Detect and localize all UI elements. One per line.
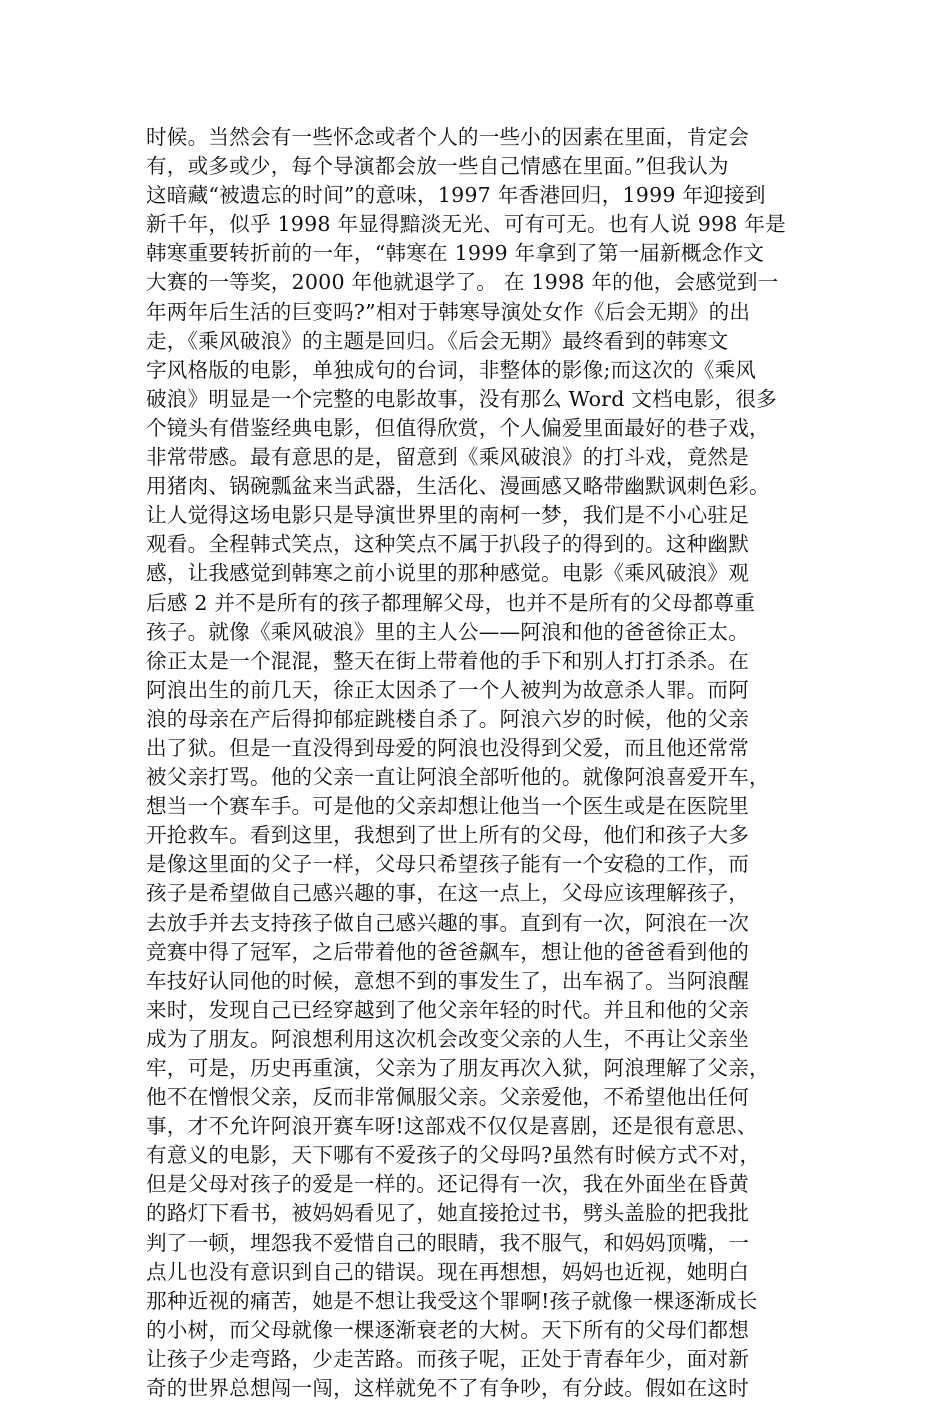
text-line: 破浪》明显是一个完整的电影故事，没有那么 Word 文档电影，很多 — [146, 386, 777, 411]
text-line: 奇的世界总想闯一闯，这样就免不了有争吵，有分歧。假如在这时 — [146, 1376, 750, 1401]
text-line: 孩子。就像《乘风破浪》里的主人公——阿浪和他的爸爸徐正太。 — [146, 619, 750, 644]
text-line: 徐正太是一个混混，整天在街上带着他的手下和别人打打杀杀。在 — [146, 648, 750, 673]
text-line: 让人觉得这场电影只是导演世界里的南柯一梦，我们是不小心驻足 — [146, 503, 750, 528]
text-line: 字风格版的电影，单独成句的台词，非整体的影像;而这次的《乘风 — [146, 357, 757, 382]
text-line: 判了一顿，埋怨我不爱惜自己的眼睛，我不服气，和妈妈顶嘴，一 — [146, 1230, 750, 1255]
text-line: 点儿也没有意识到自己的错误。现在再想想，妈妈也近视，她明白 — [146, 1259, 750, 1284]
text-line: 观看。全程韩式笑点，这种笑点不属于扒段子的得到的。这种幽默 — [146, 532, 750, 557]
text-line: 来时，发现自己已经穿越到了他父亲年轻的时代。并且和他的父亲 — [146, 997, 750, 1022]
text-line: 被父亲打骂。他的父亲一直让阿浪全部听他的。就像阿浪喜爱开车， — [146, 765, 770, 790]
text-line: 的小树，而父母就像一棵逐渐衰老的大树。天下所有的父母们都想 — [146, 1317, 750, 1342]
text-line: 他不在憎恨父亲，反而非常佩服父亲。父亲爱他，不希望他出任何 — [146, 1085, 750, 1110]
text-line: 的路灯下看书，被妈妈看见了，她直接抢过书，劈头盖脸的把我批 — [146, 1201, 750, 1226]
text-line: 个镜头有借鉴经典电影，但值得欣赏，个人偏爱里面最好的巷子戏， — [146, 415, 770, 440]
text-line: 非常带感。最有意思的是，留意到《乘风破浪》的打斗戏，竟然是 — [146, 445, 750, 470]
text-line: 时候。当然会有一些怀念或者个人的一些小的因素在里面，肯定会 — [146, 125, 750, 149]
text-line: 孩子是希望做自己感兴趣的事，在这一点上，父母应该理解孩子， — [146, 881, 750, 906]
text-line: 阿浪出生的前几天，徐正太因杀了一个人被判为故意杀人罪。而阿 — [146, 677, 750, 702]
text-line: 成为了朋友。阿浪想利用这次机会改变父亲的人生，不再让父亲坐 — [146, 1026, 750, 1051]
text-line: 用猪肉、锅碗瓢盆来当武器，生活化、漫画感又略带幽默讽刺色彩。 — [146, 474, 770, 499]
text-line: 车技好认同他的时候，意想不到的事发生了，出车祸了。当阿浪醒 — [146, 968, 750, 993]
text-line: 让孩子少走弯路，少走苦路。而孩子呢，正处于青春年少，面对新 — [146, 1346, 750, 1371]
text-line: 是像这里面的父子一样，父母只希望孩子能有一个安稳的工作，而 — [146, 852, 750, 877]
text-line: 后感 2 并不是所有的孩子都理解父母，也并不是所有的父母都尊重 — [146, 590, 756, 615]
text-line: 去放手并去支持孩子做自己感兴趣的事。直到有一次，阿浪在一次 — [146, 910, 750, 935]
text-line: 事，才不允许阿浪开赛车呀!这部戏不仅仅是喜剧，还是很有意思、 — [146, 1114, 758, 1139]
text-line: 竞赛中得了冠军，之后带着他的爸爸飙车，想让他的爸爸看到他的 — [146, 939, 750, 964]
text-line: 牢，可是，历史再重演，父亲为了朋友再次入狱，阿浪理解了父亲， — [146, 1056, 770, 1080]
text-line: 想当一个赛车手。可是他的父亲却想让他当一个医生或是在医院里 — [146, 794, 750, 819]
text-line: 年两年后生活的巨变吗?”相对于韩寒导演处女作《后会无期》的出 — [146, 299, 751, 324]
text-line: 但是父母对孩子的爱是一样的。还记得有一次，我在外面坐在昏黄 — [146, 1172, 750, 1197]
document-page — [146, 123, 836, 1403]
text-line: 走，《乘风破浪》的主题是回归。《后会无期》最终看到的韩寒文 — [146, 328, 729, 353]
text-line: 出了狱。但是一直没得到母爱的阿浪也没得到父爱，而且他还常常 — [146, 735, 750, 760]
text-line: 有意义的电影，天下哪有不爱孩子的父母吗?虽然有时候方式不对， — [146, 1143, 761, 1168]
text-line: 有，或多或少，每个导演都会放一些自己情感在里面。”但我认为 — [146, 154, 729, 179]
text-line: 浪的母亲在产后得抑郁症跳楼自杀了。阿浪六岁的时候，他的父亲 — [146, 706, 750, 731]
text-line: 新千年，似乎 1998 年显得黯淡无光、可有可无。也有人说 998 年是 — [146, 212, 786, 237]
text-line: 开抢救车。看到这里，我想到了世上所有的父母，他们和孩子大多 — [146, 823, 750, 848]
text-line: 感，让我感觉到韩寒之前小说里的那种感觉。电影《乘风破浪》观 — [146, 561, 750, 586]
text-line: 这暗藏“被遗忘的时间”的意味，1997 年香港回归，1999 年迎接到 — [146, 183, 766, 208]
text-line: 那种近视的痛苦，她是不想让我受这个罪啊!孩子就像一棵逐渐成长 — [146, 1288, 758, 1313]
text-line: 韩寒重要转折前的一年，“韩寒在 1999 年拿到了第一届新概念作文 — [146, 241, 765, 266]
text-line: 大赛的一等奖，2000 年他就退学了。 在 1998 年的他，会感觉到一 — [146, 270, 779, 295]
